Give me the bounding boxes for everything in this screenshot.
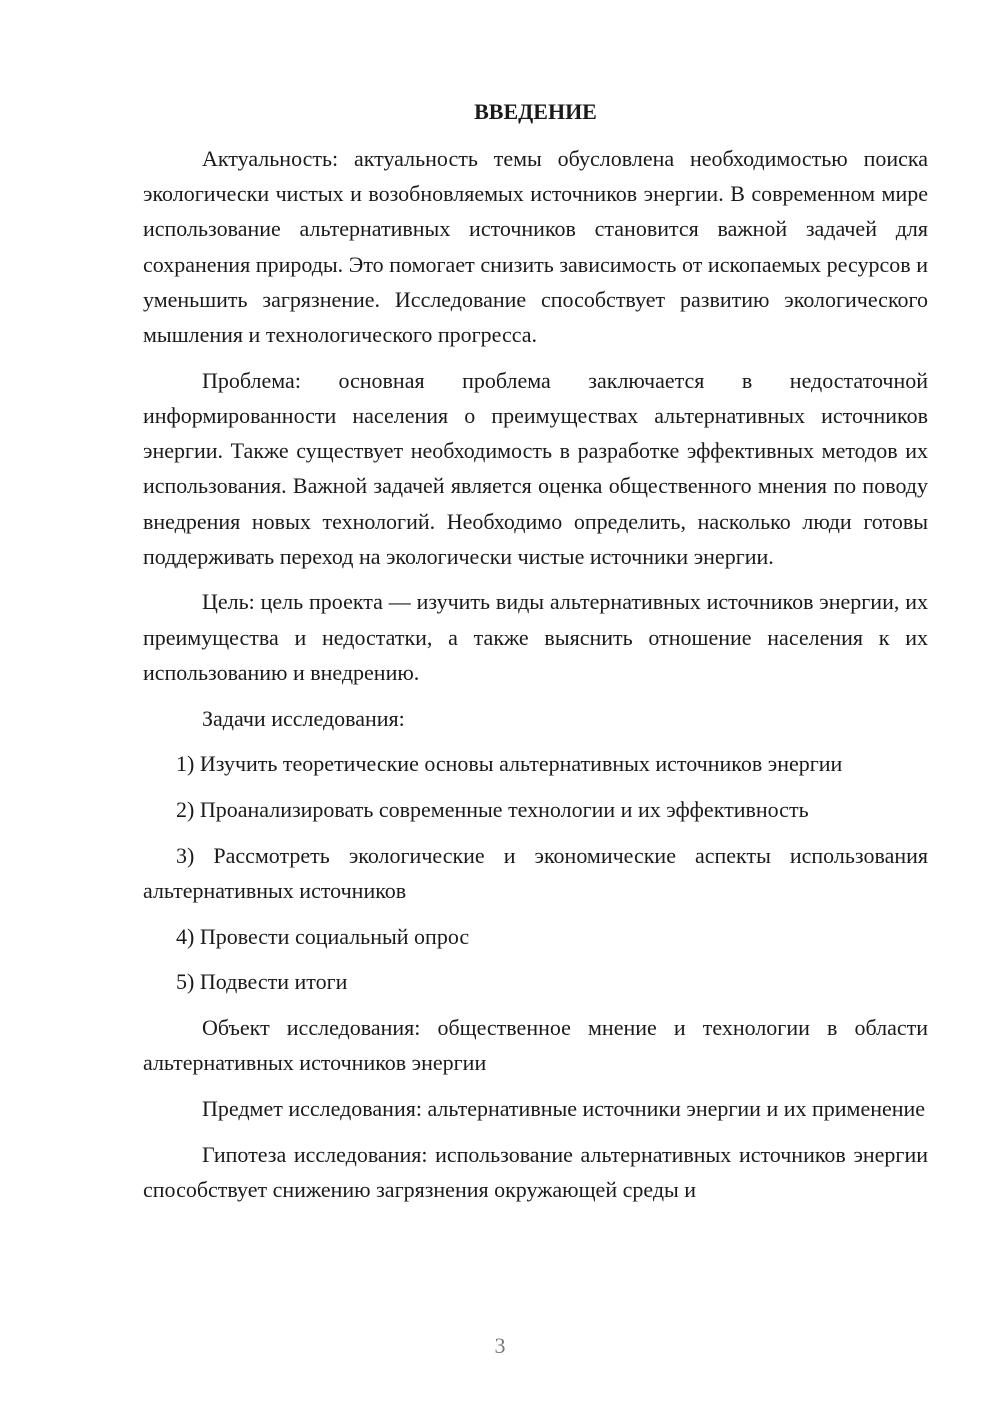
tasks-heading: Задачи исследования: [202,705,405,731]
subject-paragraph: Предмет исследования: альтернативные источники энергии и их применение [202,1095,926,1121]
hypothesis-paragraph: Гипотеза исследования: использование альтернативных источников энергии способствует снижению загрязнения окружающей среды и [143,1141,928,1202]
page-number: 3 [494,1333,506,1358]
goal-paragraph: Цель: цель проекта — изучить виды альтернативных источников энергии, их преимущества и недостатки, а также выяснить отношение населения к их использованию и внедрению. [143,589,928,685]
relevance-paragraph: Актуальность: актуальность темы обусловлена необходимостью поиска экологически чистых и возобновляемых источников энергии. В современном мире использование альтернативных источников становится важной задачей для сохранения природы. Это помогает снизить зависимость от ископаемых ресурсов и уменьшить загрязнение. Исследование способствует развитию экологического мышления и технологического прогресса. [143,146,928,348]
list-item: 2) Проанализировать современные технологии и их эффективность [176,796,809,822]
list-item: 4) Провести социальный опрос [176,923,470,949]
page-content [143,94,928,1217]
problem-paragraph: Проблема: основная проблема заключается в недостаточной информированности населения о преимуществах альтернативных источников энергии. Также существует необходимость в разработке эффективных методов их использования. Важной задачей является оценка общественного мнения по поводу внедрения новых технологий. Необходимо определить, насколько люди готовы поддерживать переход на экологически чистые источники энергии. [143,367,928,569]
list-item: 1) Изучить теоретические основы альтернативных источников энергии [176,751,843,777]
tasks-list [143,746,928,999]
list-item: 5) Подвести итоги [176,969,348,995]
section-title: ВВЕДЕНИЕ [474,99,597,124]
list-item: 3) Рассмотреть экологические и экономические аспекты использования альтернативных источников [143,842,928,903]
object-paragraph: Объект исследования: общественное мнение и технологии в области альтернативных источников энергии [143,1014,928,1076]
